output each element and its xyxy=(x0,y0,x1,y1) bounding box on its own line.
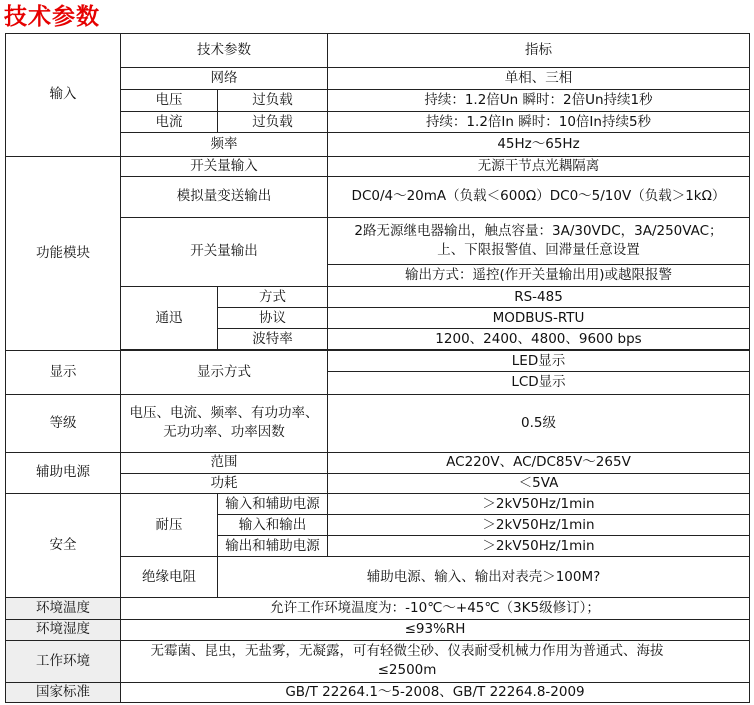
withstand-3-label: 输出和辅助电源 xyxy=(218,536,328,557)
comm-baud-value: 1200、2400、4800、9600 bps xyxy=(328,329,750,350)
env-humidity-label: 环境湿度 xyxy=(6,619,121,640)
current-label: 电流 xyxy=(121,112,218,133)
env-temp-label: 环境温度 xyxy=(6,598,121,619)
current-value: 持续：1.2倍In 瞬时：10倍In持续5秒 xyxy=(328,112,750,133)
comm-label: 通迅 xyxy=(121,287,218,350)
withstand-1-value: ＞2kV50Hz/1min xyxy=(328,493,750,514)
voltage-label: 电压 xyxy=(121,90,218,112)
display-mode-label: 显示方式 xyxy=(121,351,328,394)
current-sub: 过负载 xyxy=(218,112,328,133)
page-title: 技术参数 xyxy=(4,4,100,30)
switch-out-label: 开关量输出 xyxy=(121,217,328,286)
withstand-2-label: 输入和输出 xyxy=(218,515,328,536)
env-temp-value: 允许工作环境温度为：-10℃～+45℃（3K5级修订）； xyxy=(121,598,750,619)
withstand-2-value: ＞2kV50Hz/1min xyxy=(328,515,750,536)
voltage-sub: 过负载 xyxy=(218,90,328,112)
aux-range-label: 范围 xyxy=(121,452,328,473)
header-param: 技术参数 xyxy=(121,34,328,68)
spec-table xyxy=(5,33,750,703)
group-safety: 安全 xyxy=(6,493,121,597)
switch-out-value-line-2: 上、下限报警值、回滞量任意设置 xyxy=(437,241,640,258)
network-value: 单相、三相 xyxy=(328,68,750,90)
comm-mode-label: 方式 xyxy=(218,287,328,308)
env-standard-label: 国家标准 xyxy=(6,682,121,702)
group-display: 显示 xyxy=(6,351,121,394)
switch-out-value-line-1: 2路无源继电器输出，触点容量：3A/30VDC，3A/250VAC； xyxy=(354,222,723,239)
comm-protocol-label: 协议 xyxy=(218,308,328,329)
group-grade: 等级 xyxy=(6,394,121,452)
freq-label: 频率 xyxy=(121,133,328,156)
switch-in-label: 开关量输入 xyxy=(121,156,328,176)
display-lcd: LCD显示 xyxy=(328,372,750,394)
group-function: 功能模块 xyxy=(6,156,121,351)
env-work-value: 无霉菌、昆虫，无盐雾，无凝露，可有轻微尘砂、仪表耐受机械力作用为普通式、海拔≤2500m xyxy=(121,640,750,682)
withstand-1-label: 输入和辅助电源 xyxy=(218,493,328,514)
switch-out-mode: 输出方式：遥控(作开关量输出用)或越限报警 xyxy=(328,264,750,286)
comm-mode-value: RS-485 xyxy=(328,287,750,308)
withstand-label: 耐压 xyxy=(121,493,218,556)
network-label: 网络 xyxy=(121,68,328,90)
voltage-value: 持续：1.2倍Un 瞬时：2倍Un持续1秒 xyxy=(328,90,750,112)
withstand-3-value: ＞2kV50Hz/1min xyxy=(328,536,750,557)
comm-protocol-value: MODBUS-RTU xyxy=(328,308,750,329)
grade-value: 0.5级 xyxy=(328,394,750,452)
env-standard-value: GB/T 22264.1～5-2008、GB/T 22264.8-2009 xyxy=(121,682,750,702)
display-led: LED显示 xyxy=(328,351,750,372)
analog-value: DC0/4～20mA（负载＜600Ω）DC0～5/10V（负载＞1kΩ） xyxy=(328,176,750,217)
grade-items: 电压、电流、频率、有功功率、无功功率、功率因数 xyxy=(121,394,328,452)
env-work-label: 工作环境 xyxy=(6,640,121,682)
aux-power-value: ＜5VA xyxy=(328,473,750,493)
group-aux-power: 辅助电源 xyxy=(6,452,121,493)
env-humidity-value: ≤93%RH xyxy=(121,619,750,640)
aux-range-value: AC220V、AC/DC85V～265V xyxy=(328,452,750,473)
switch-in-value: 无源干节点光耦隔离 xyxy=(328,156,750,176)
aux-power-label: 功耗 xyxy=(121,473,328,493)
header-index: 指标 xyxy=(328,34,750,68)
group-input: 输入 xyxy=(6,34,121,157)
switch-out-value xyxy=(328,217,750,264)
insulation-label: 绝缘电阻 xyxy=(121,557,218,598)
comm-baud-label: 波特率 xyxy=(218,329,328,350)
analog-label: 模拟量变送输出 xyxy=(121,176,328,217)
freq-value: 45Hz～65Hz xyxy=(328,133,750,156)
insulation-value: 辅助电源、输入、输出对表壳＞100M? xyxy=(218,557,750,598)
